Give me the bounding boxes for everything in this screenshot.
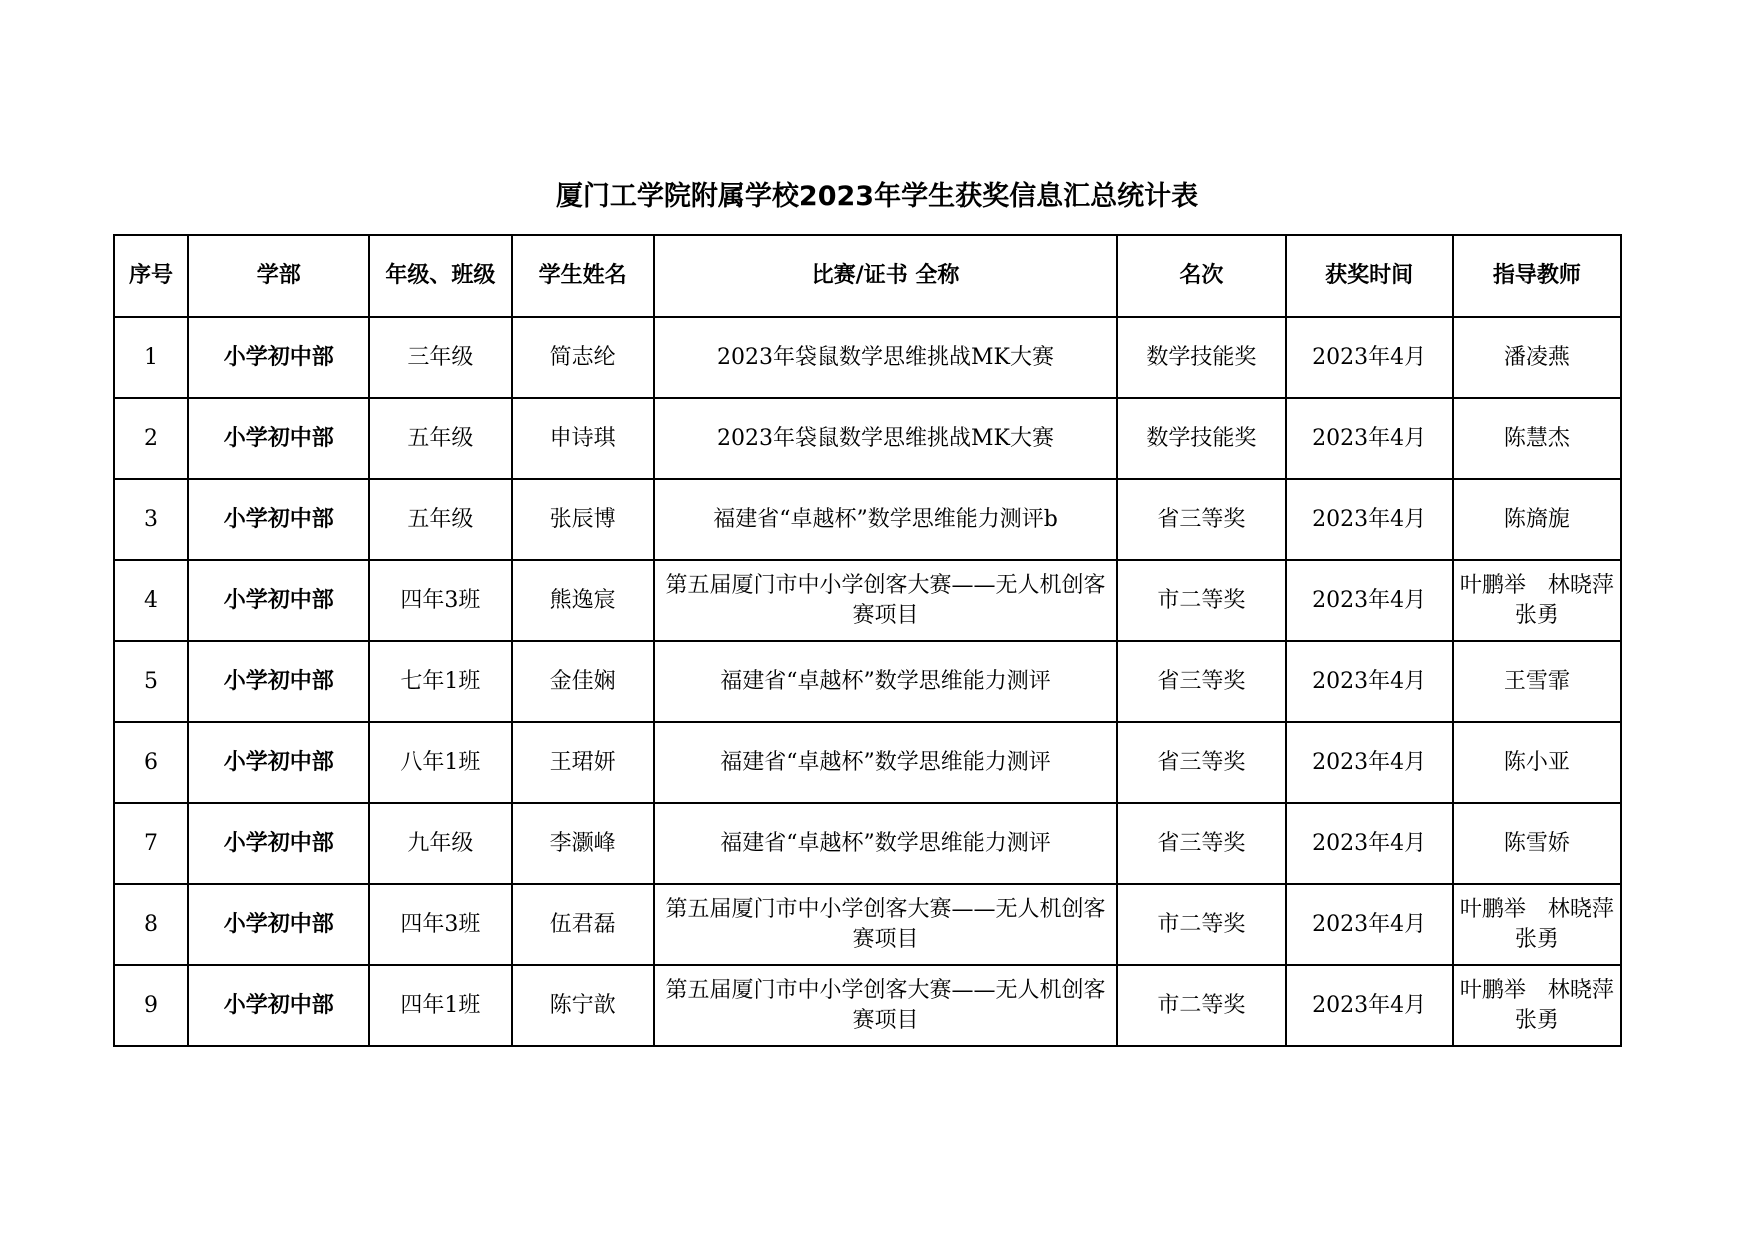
rank-cell: 省三等奖 [1117,722,1285,803]
date-cell: 2023年4月 [1286,479,1453,560]
class-cell: 九年级 [369,803,511,884]
class-cell: 四年1班 [369,965,511,1046]
rank-cell: 数学技能奖 [1117,317,1285,398]
department-cell: 小学初中部 [188,884,369,965]
department-cell: 小学初中部 [188,317,369,398]
department-cell: 小学初中部 [188,560,369,641]
class-cell: 八年1班 [369,722,511,803]
competition-cell: 福建省“卓越杯”数学思维能力测评 [654,803,1118,884]
student-cell: 申诗琪 [512,398,654,479]
teacher-cell: 叶鹏举 林晓萍 张勇 [1453,884,1621,965]
class-cell: 四年3班 [369,884,511,965]
header-cell-class: 年级、班级 [369,235,511,317]
student-cell: 李灏峰 [512,803,654,884]
competition-cell: 2023年袋鼠数学思维挑战MK大赛 [654,398,1118,479]
date-cell: 2023年4月 [1286,965,1453,1046]
student-cell: 伍君磊 [512,884,654,965]
index-cell: 5 [114,641,188,722]
rank-cell: 市二等奖 [1117,560,1285,641]
header-cell-department: 学部 [188,235,369,317]
table-row [114,317,1621,398]
rank-cell: 省三等奖 [1117,803,1285,884]
class-cell: 七年1班 [369,641,511,722]
teacher-cell: 叶鹏举 林晓萍 张勇 [1453,560,1621,641]
awards-table [113,234,1636,1047]
table-row [114,641,1621,722]
table-row [114,803,1621,884]
index-cell: 9 [114,965,188,1046]
department-cell: 小学初中部 [188,803,369,884]
department-cell: 小学初中部 [188,641,369,722]
rank-cell: 数学技能奖 [1117,398,1285,479]
teacher-cell: 陈旖旎 [1453,479,1621,560]
table-body [114,317,1636,1046]
rank-cell: 省三等奖 [1117,479,1285,560]
header-cell-competition: 比赛/证书 全称 [654,235,1118,317]
competition-cell: 福建省“卓越杯”数学思维能力测评 [654,641,1118,722]
teacher-cell: 陈慧杰 [1453,398,1621,479]
table-row [114,722,1621,803]
competition-cell: 2023年袋鼠数学思维挑战MK大赛 [654,317,1118,398]
teacher-cell: 陈雪娇 [1453,803,1621,884]
department-cell: 小学初中部 [188,398,369,479]
date-cell: 2023年4月 [1286,560,1453,641]
index-cell: 3 [114,479,188,560]
index-cell: 4 [114,560,188,641]
date-cell: 2023年4月 [1286,317,1453,398]
header-cell-index: 序号 [114,235,188,317]
department-cell: 小学初中部 [188,479,369,560]
department-cell: 小学初中部 [188,965,369,1046]
index-cell: 8 [114,884,188,965]
table-header-row [114,235,1621,317]
student-cell: 张辰博 [512,479,654,560]
competition-cell: 第五届厦门市中小学创客大赛——无人机创客赛项目 [654,965,1118,1046]
index-cell: 7 [114,803,188,884]
index-cell: 2 [114,398,188,479]
table-row [114,560,1621,641]
date-cell: 2023年4月 [1286,398,1453,479]
rank-cell: 市二等奖 [1117,965,1285,1046]
class-cell: 四年3班 [369,560,511,641]
index-cell: 6 [114,722,188,803]
competition-cell: 福建省“卓越杯”数学思维能力测评b [654,479,1118,560]
date-cell: 2023年4月 [1286,803,1453,884]
teacher-cell: 陈小亚 [1453,722,1621,803]
class-cell: 五年级 [369,479,511,560]
student-cell: 金佳娴 [512,641,654,722]
teacher-cell: 王雪霏 [1453,641,1621,722]
date-cell: 2023年4月 [1286,722,1453,803]
student-cell: 王珺妍 [512,722,654,803]
table-row [114,398,1621,479]
class-cell: 五年级 [369,398,511,479]
table-row [114,884,1621,965]
table-row [114,965,1621,1046]
student-cell: 熊逸宸 [512,560,654,641]
header-cell-date: 获奖时间 [1286,235,1453,317]
date-cell: 2023年4月 [1286,641,1453,722]
header-cell-teacher: 指导教师 [1453,235,1621,317]
date-cell: 2023年4月 [1286,884,1453,965]
class-cell: 三年级 [369,317,511,398]
rank-cell: 省三等奖 [1117,641,1285,722]
teacher-cell: 叶鹏举 林晓萍 张勇 [1453,965,1621,1046]
competition-cell: 福建省“卓越杯”数学思维能力测评 [654,722,1118,803]
rank-cell: 市二等奖 [1117,884,1285,965]
student-cell: 陈宁歆 [512,965,654,1046]
competition-cell: 第五届厦门市中小学创客大赛——无人机创客赛项目 [654,884,1118,965]
page-title: 厦门工学院附属学校2023年学生获奖信息汇总统计表 [555,181,1199,212]
student-cell: 简志纶 [512,317,654,398]
header-cell-student: 学生姓名 [512,235,654,317]
competition-cell: 第五届厦门市中小学创客大赛——无人机创客赛项目 [654,560,1118,641]
header-cell-rank: 名次 [1117,235,1285,317]
department-cell: 小学初中部 [188,722,369,803]
teacher-cell: 潘凌燕 [1453,317,1621,398]
index-cell: 1 [114,317,188,398]
table-row [114,479,1621,560]
